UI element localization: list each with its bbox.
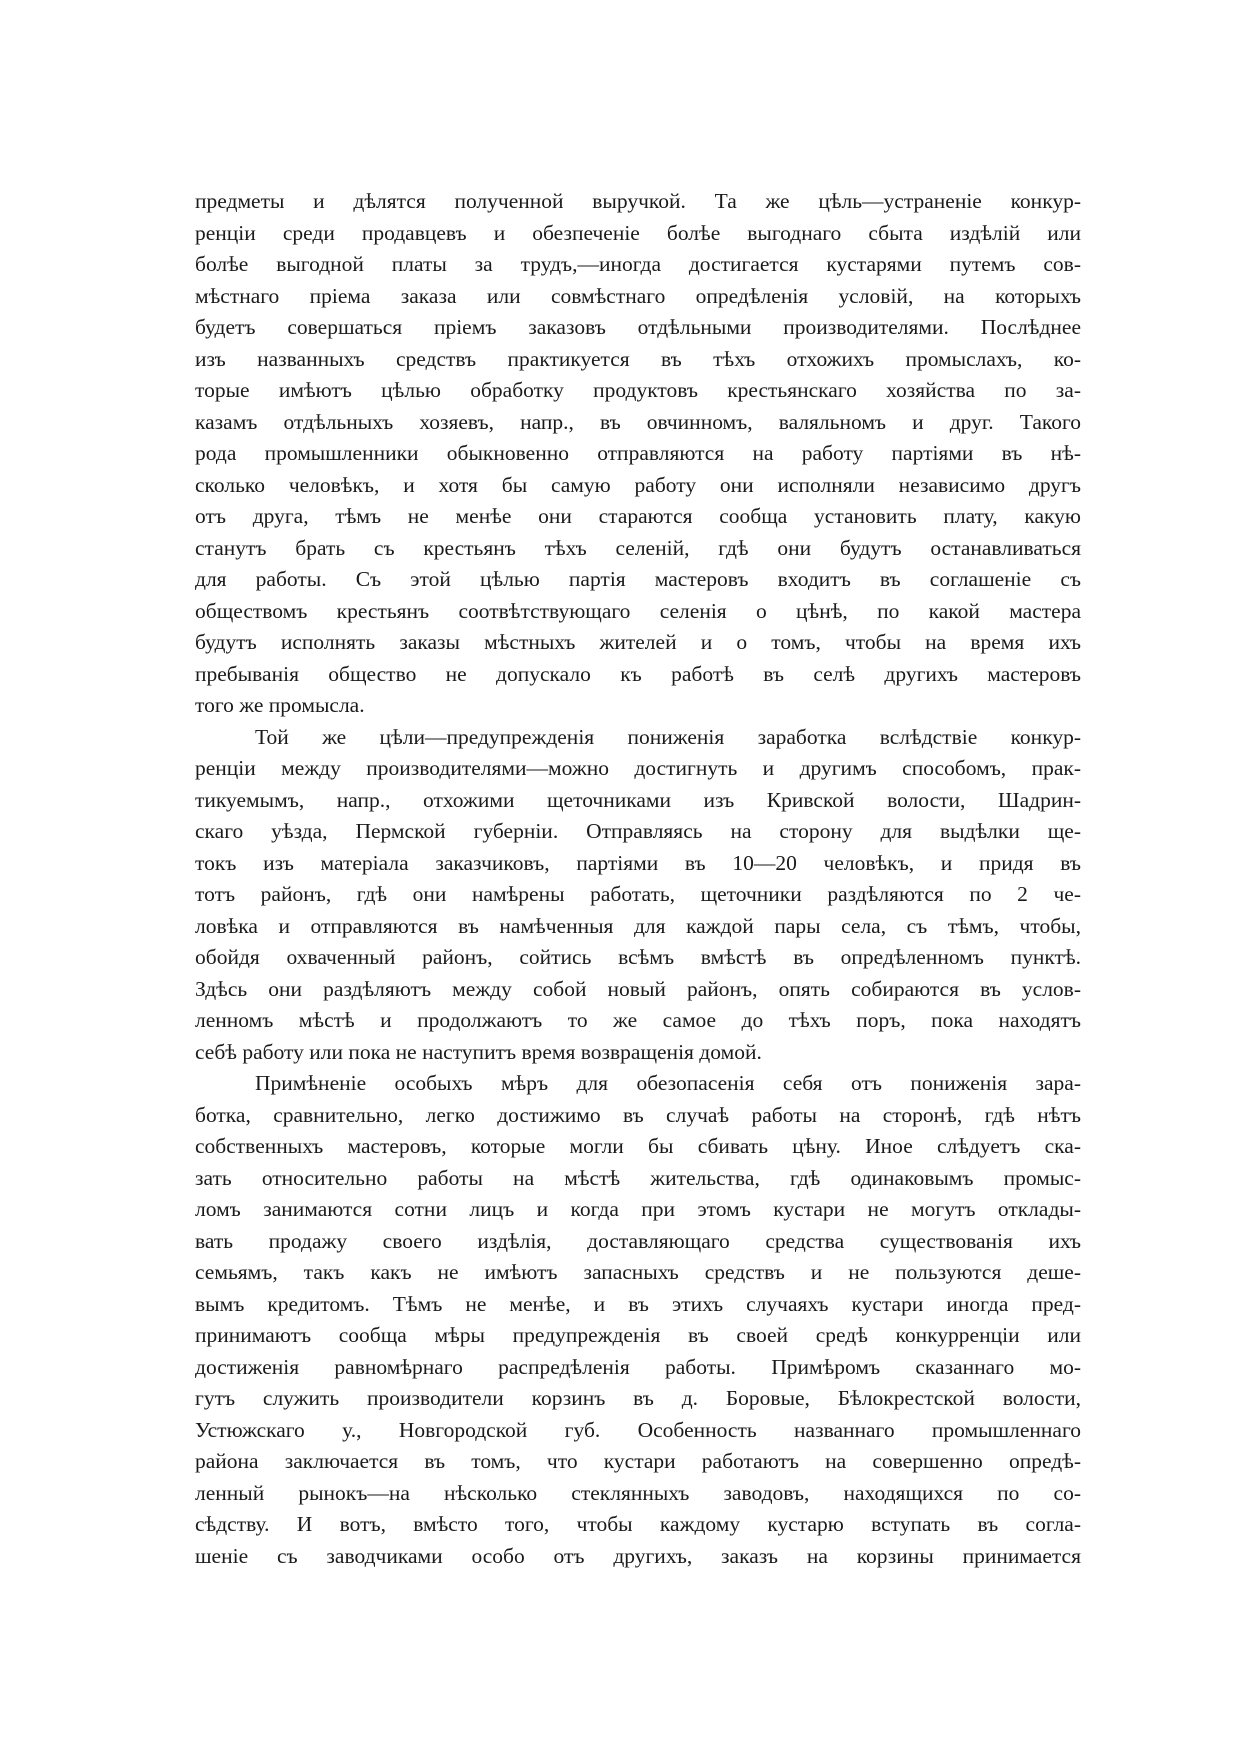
text-line: будутъ исполнять заказы мѣстныхъ жителей и о томъ, чтобы на время ихъ (195, 630, 1081, 654)
text-line: собственныхъ мастеровъ, которые могли бы сбивать цѣну. Иное слѣдуетъ ска- (195, 1134, 1081, 1158)
text-line: семьямъ, такъ какъ не имѣютъ запасныхъ средствъ и не пользуются деше- (195, 1260, 1081, 1284)
text-line: будетъ совершаться пріемъ заказовъ отдѣльными производителями. Послѣднее (195, 315, 1081, 339)
text-line: того же промысла. (195, 693, 365, 717)
text-line: Той же цѣли—предупрежденія пониженія заработка вслѣдствіе конкур- (255, 724, 1081, 749)
text-line: принимаютъ сообща мѣры предупрежденія въ своей средѣ конкурренціи или (195, 1323, 1081, 1347)
text-line: казамъ отдѣльныхъ хозяевъ, напр., въ овчинномъ, валяльномъ и друг. Такого (195, 409, 1081, 434)
text-line: болѣе выгодной платы за трудъ,—иногда достигается кустарями путемъ сов- (195, 252, 1081, 276)
text-line: рода промышленники обыкновенно отправляются на работу партіями въ нѣ- (195, 441, 1081, 465)
text-line: района заключается въ томъ, что кустари работаютъ на совершенно опредѣ- (195, 1449, 1081, 1473)
text-line: тотъ районъ, гдѣ они намѣрены работать, щеточники раздѣляются по 2 че- (195, 882, 1081, 906)
text-line: скаго уѣзда, Пермской губерніи. Отправляясь на сторону для выдѣлки ще- (195, 819, 1081, 843)
text-line: ленномъ мѣстѣ и продолжаютъ то же самое до тѣхъ поръ, пока находятъ (195, 1008, 1081, 1032)
text-line: для работы. Съ этой цѣлью партія мастеровъ входитъ въ соглашеніе съ (195, 567, 1081, 591)
text-line: торые имѣютъ цѣлью обработку продуктовъ крестьянскаго хозяйства по за- (195, 378, 1081, 402)
text-line: обойдя охваченный районъ, сойтись всѣмъ вмѣстѣ въ опредѣленномъ пунктѣ. (195, 945, 1081, 969)
text-line: ловѣка и отправляются въ намѣченныя для каждой пары села, съ тѣмъ, чтобы, (195, 913, 1081, 938)
text-line: себѣ работу или пока не наступитъ время возвращенія домой. (195, 1039, 762, 1064)
text-line: станутъ брать съ крестьянъ тѣхъ селеній, гдѣ они будутъ останавливаться (195, 535, 1081, 560)
text-line: токъ изъ матеріала заказчиковъ, партіями въ 10—20 человѣкъ, и придя въ (195, 850, 1081, 875)
text-line: вать продажу своего издѣлія, доставляющаго средства существованія ихъ (195, 1228, 1081, 1253)
text-line: Примѣненіе особыхъ мѣръ для обезопасенія себя отъ пониженія зара- (255, 1071, 1081, 1095)
text-line: ленный рынокъ—на нѣсколько стеклянныхъ заводовъ, находящихся по со- (195, 1480, 1081, 1505)
text-line: предметы и дѣлятся полученной выручкой. Та же цѣль—устраненіе конкур- (195, 189, 1081, 213)
text-line: тикуемымъ, напр., отхожими щеточниками изъ Кривской волости, Шадрин- (195, 787, 1081, 812)
text-line: изъ названныхъ средствъ практикуется въ тѣхъ отхожихъ промыслахъ, ко- (195, 346, 1081, 371)
text-line: ботка, сравнительно, легко достижимо въ случаѣ работы на сторонѣ, гдѣ нѣтъ (195, 1102, 1081, 1127)
text-line: ренціи среди продавцевъ и обезпеченіе болѣе выгоднаго сбыта издѣлій или (195, 220, 1081, 245)
body-text (195, 186, 1081, 1572)
text-line: мѣстнаго пріема заказа или совмѣстнаго опредѣленія условій, на которыхъ (195, 283, 1081, 308)
text-line: сѣдству. И вотъ, вмѣсто того, чтобы каждому кустарю вступать въ согла- (195, 1512, 1081, 1536)
text-line: пребыванія общество не допускало къ работѣ въ селѣ другихъ мастеровъ (195, 661, 1081, 686)
text-line: ломъ занимаются сотни лицъ и когда при этомъ кустари не могутъ отклады- (195, 1197, 1081, 1221)
text-line: шеніе съ заводчиками особо отъ другихъ, заказъ на корзины принимается (195, 1543, 1081, 1568)
text-line: ренціи между производителями—можно достигнуть и другимъ способомъ, прак- (195, 756, 1081, 780)
text-line: отъ друга, тѣмъ не менѣе они стараются сообща установить плату, какую (195, 504, 1081, 528)
text-line: гутъ служить производители корзинъ въ д. Боровые, Бѣлокрестской волости, (195, 1386, 1081, 1410)
text-line: сколько человѣкъ, и хотя бы самую работу они исполняли независимо другъ (195, 472, 1081, 497)
text-line: достиженія равномѣрнаго распредѣленія работы. Примѣромъ сказаннаго мо- (195, 1354, 1081, 1379)
text-line: вымъ кредитомъ. Тѣмъ не менѣе, и въ этихъ случаяхъ кустари иногда пред- (195, 1291, 1081, 1316)
text-line: Устюжскаго у., Новгородской губ. Особенность названнаго промышленнаго (195, 1417, 1081, 1442)
text-line: зать относительно работы на мѣстѣ жительства, гдѣ одинаковымъ промыс- (195, 1165, 1081, 1190)
text-line: Здѣсь они раздѣляютъ между собой новый районъ, опять собираются въ услов- (195, 976, 1081, 1001)
text-line: обществомъ крестьянъ соотвѣтствующаго селенія о цѣнѣ, по какой мастера (195, 598, 1081, 623)
